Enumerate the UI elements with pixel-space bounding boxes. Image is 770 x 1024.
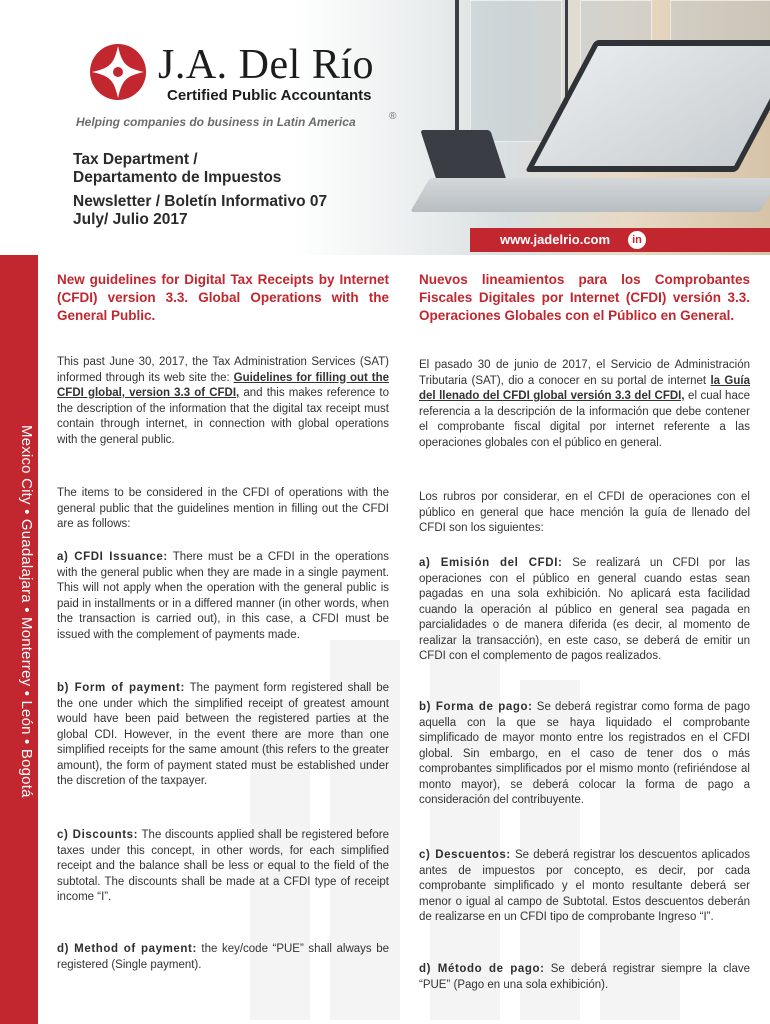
paragraph-items-english: The items to be considered in the CFDI of operations with the general public that the guidelines mention in filling out the CFDI are as follows: (57, 487, 389, 530)
intro-text: El pasado 30 de junio de 2017, el Servicio de Administración Tributaria (SAT), dio a conocer en su portal de internet (419, 359, 750, 387)
article-title-english: New guidelines for Digital Tax Receipts by Internet (CFDI) version 3.3. Global Operations with the General Public. (57, 272, 389, 323)
intro-text: el cual hace referencia a la descripción de la información que debe contener el comprobante fiscal digital por internet referente a las operaciones globales con el público en general. (419, 390, 750, 449)
tagline: Helping companies do business in Latin America (76, 115, 356, 129)
item-text: Se realizará un CFDI por las operaciones con el público en general cuando estas sean pagadas en una sola exhibición. No aplicará esta facilidad cuando la operación al público en general sea pagada en parcialidades o de manera diferida (es decir, al momento de realizar la transacción), en este caso, se deberá de emitir un CFDI con el complemento de pagos realizados. (419, 557, 750, 662)
item-label: b) Forma de pago: (419, 701, 533, 713)
department-title: Tax Department / (73, 151, 198, 168)
item-d-spanish (419, 962, 750, 993)
item-a-spanish (419, 556, 750, 665)
header-hero-image (0, 0, 770, 255)
item-a-english (57, 550, 389, 643)
item-text: The payment form registered shall be the one under which the simplified receipt of greatest amount would have been paid between the registered parties at the global CDI. However, in the event there are more than one simplified receipts for the same amount (this refers to the greater amount), the form of payment stated must be established under the discretion of the taxpayer. (57, 682, 389, 787)
department-title-spanish: Departamento de Impuestos (73, 169, 282, 186)
item-label: d) Method of payment: (57, 943, 197, 955)
intro-text: This past June 30, 2017, the Tax Administration Services (SAT) informed through its web site the: (57, 356, 389, 384)
logo-icon (88, 42, 148, 102)
paragraph-intro-english (57, 355, 389, 448)
item-label: b) Form of payment: (57, 682, 185, 694)
guidelines-link[interactable]: Guidelines for filling out the CFDI global, version 3.3 of CFDI, (57, 371, 389, 399)
item-label: a) CFDI Issuance: (57, 551, 168, 563)
paragraph-items-spanish: Los rubros por considerar, en el CFDI de operaciones con el público en general que hace mención la guía de llenado del CFDI son los siguientes: (419, 491, 750, 534)
guide-link[interactable]: la Guía del llenado del CFDI global versión 3.3 del CFDI, (419, 374, 750, 402)
item-text: Se deberá registrar los descuentos aplicados antes de impuestos por concepto, es decir, por cada comprobante simplificado y el monto resultante deberá ser menor o igual al campo de Subtotal. Estos descuentos deberán de realizarse en un CFDI tipo de comprobante Ingreso “I”. (419, 849, 750, 923)
item-label: a) Emisión del CFDI: (419, 557, 563, 569)
newsletter-date: July/ Julio 2017 (73, 211, 188, 228)
newsletter-title: Newsletter / Boletín Informativo 07 (73, 193, 328, 210)
registered-mark: ® (389, 111, 397, 122)
item-d-english (57, 942, 389, 973)
website-link[interactable]: www.jadelrio.com (500, 232, 611, 247)
intro-text: and this makes reference to the description of the information that the digital tax receipt must contain through internet, in connection with global operations with the general public. (57, 387, 389, 446)
paragraph-intro-spanish (419, 358, 750, 451)
item-b-english (57, 681, 389, 790)
brand-name: J.A. Del Río (158, 42, 374, 88)
item-label: c) Descuentos: (419, 849, 511, 861)
item-label: c) Discounts: (57, 829, 139, 841)
item-text: Se deberá registrar como forma de pago aquella con la que se haya liquidado el comprobante simplificado de mayor monto entre los registrados en el CFDI global. Sin embargo, en el caso de tener dos o más comprobantes simplificados por el mismo monto (refiriéndose al monto mayor), se deberá colocar la forma de pago a consideración del contribuyente. (419, 701, 750, 806)
article-title-spanish: Nuevos lineamientos para los Comprobantes Fiscales Digitales por Internet (CFDI) versión 3.3. Operaciones Globales con el Público en General. (419, 272, 750, 323)
brand-subtitle: Certified Public Accountants (167, 87, 372, 104)
item-label: d) Método de pago: (419, 963, 545, 975)
laptop-illustration (410, 178, 770, 212)
item-b-spanish (419, 700, 750, 809)
item-text: the key/code “PUE” shall always be registered (Single payment). (57, 943, 389, 971)
website-bar (470, 228, 770, 252)
item-c-english (57, 828, 389, 906)
linkedin-icon[interactable]: in (628, 231, 646, 249)
item-c-spanish (419, 848, 750, 926)
sidebar-cities: Mexico City • Guadalajara • Monterrey • León • Bogotá (18, 425, 35, 798)
item-text: The discounts applied shall be registered before taxes under this concept, in other words, for each simplified receipt and the balance shall be less or equal to the field of the subtotal. The discounts shall be made at a CFDI type of receipt income “I”. (57, 829, 389, 903)
item-text: Se deberá registrar siempre la clave “PUE” (Pago en una sola exhibición). (419, 963, 751, 991)
item-text: There must be a CFDI in the operations with the general public when they are made in a single payment. This will not apply when the operation with the general public is paid in installments or in a differed manner (in other words, when the transaction is carried out), in this case, a CFDI must be issued with the complement of payments made. (57, 551, 389, 641)
window-panel (470, 0, 562, 142)
